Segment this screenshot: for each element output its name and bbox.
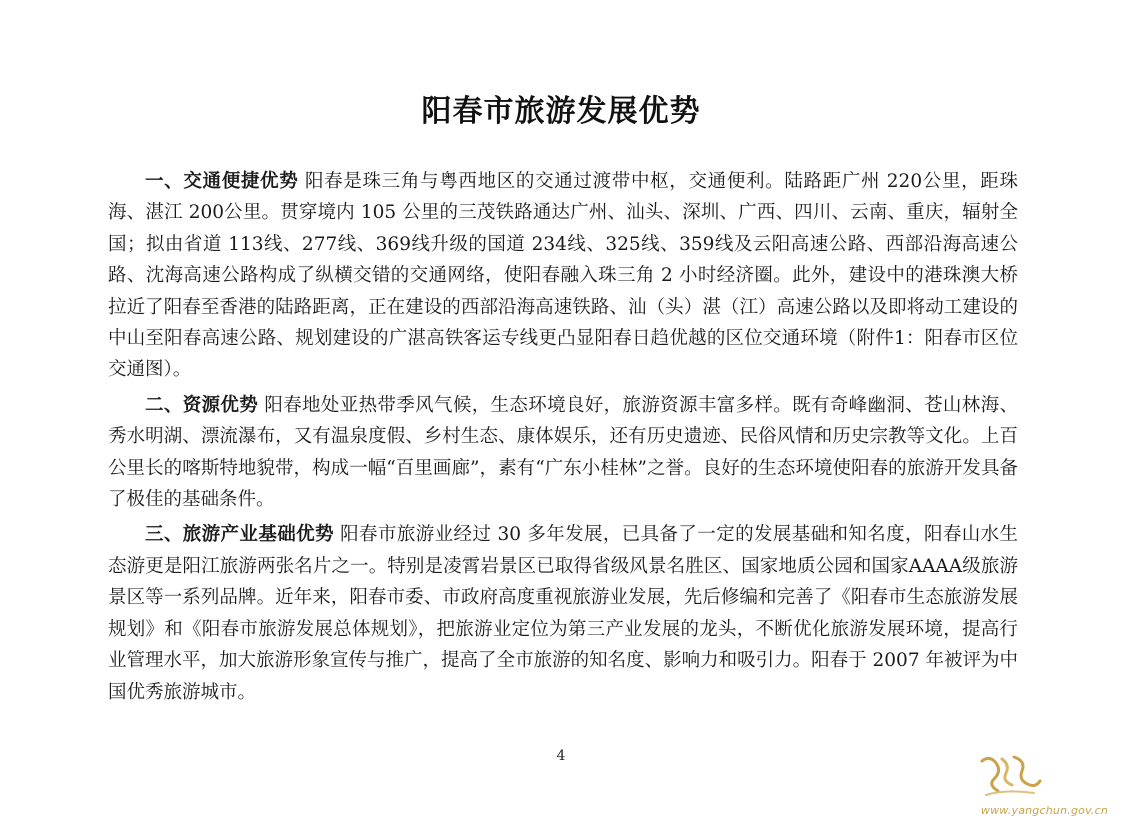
- watermark-url: www.yangchun.gov.cn: [980, 804, 1108, 817]
- section-heading: 二、资源优势: [145, 394, 259, 416]
- section-heading: 三、旅游产业基础优势: [145, 524, 334, 546]
- page-title: 阳春市旅游发展优势: [421, 94, 701, 129]
- section-text: 阳春是珠三角与粤西地区的交通过渡带中枢，交通便利。陆路距广州 220公里，距珠海、湛江 200公里。贯穿境内 105 公里的三茂铁路通达广州、汕头、深圳、广西、四川、云南、重庆，辐射全国；拟由省道 113线、277线、369线升级的国道 234线、325线、359线及云阳高速公路、西部沿海高速公路、沈海高速公路构成了纵横交错的交通网络，使阳春融入珠三角 2 小时经济圈。此外，建设中的港珠澳大桥拉近了阳春至香港的陆路距离，正在建设的西部沿海高速铁路、汕（头）湛（江）高速公路以及即将动工建设的中山至阳春高速公路、规划建设的广湛高铁客运专线更凸显阳春日趋优越的区位交通环境（附件1：阳春市区位交通图）。: [108, 171, 1018, 381]
- section-resources: [108, 390, 1018, 516]
- section-transport: [108, 166, 1018, 386]
- section-text: 阳春市旅游业经过 30 多年发展，已具备了一定的发展基础和知名度，阳春山水生态游更是阳江旅游两张名片之一。特别是凌霄岩景区已取得省级风景名胜区、国家地质公园和国家AAAA级旅游景区等一系列品牌。近年来，阳春市委、市政府高度重视旅游业发展，先后修编和完善了《阳春市生态旅游发展规划》和《阳春市旅游发展总体规划》，把旅游业定位为第三产业发展的龙头，不断优化旅游发展环境，提高行业管理水平，加大旅游形象宣传与推广，提高了全市旅游的知名度、影响力和吸引力。阳春于 2007 年被评为中国优秀旅游城市。: [108, 524, 1018, 703]
- section-heading: 一、交通便捷优势: [145, 171, 299, 192]
- section-text: 阳春地处亚热带季风气候，生态环境良好，旅游资源丰富多样。既有奇峰幽洞、苍山林海、秀水明湖、漂流瀑布，又有温泉度假、乡村生态、康体娱乐，还有历史遗迹、民俗风情和历史宗教等文化。上百公里长的喀斯特地貌带，构成一幅“百里画廊”，素有“广东小桂林”之誉。良好的生态环境使阳春的旅游开发具备了极佳的基础条件。: [108, 394, 1018, 511]
- site-watermark: [968, 751, 1108, 819]
- watermark-logo-icon: [976, 751, 1046, 801]
- section-industry: [108, 519, 1018, 707]
- document-body: [108, 166, 1018, 712]
- page-number: 4: [556, 748, 566, 764]
